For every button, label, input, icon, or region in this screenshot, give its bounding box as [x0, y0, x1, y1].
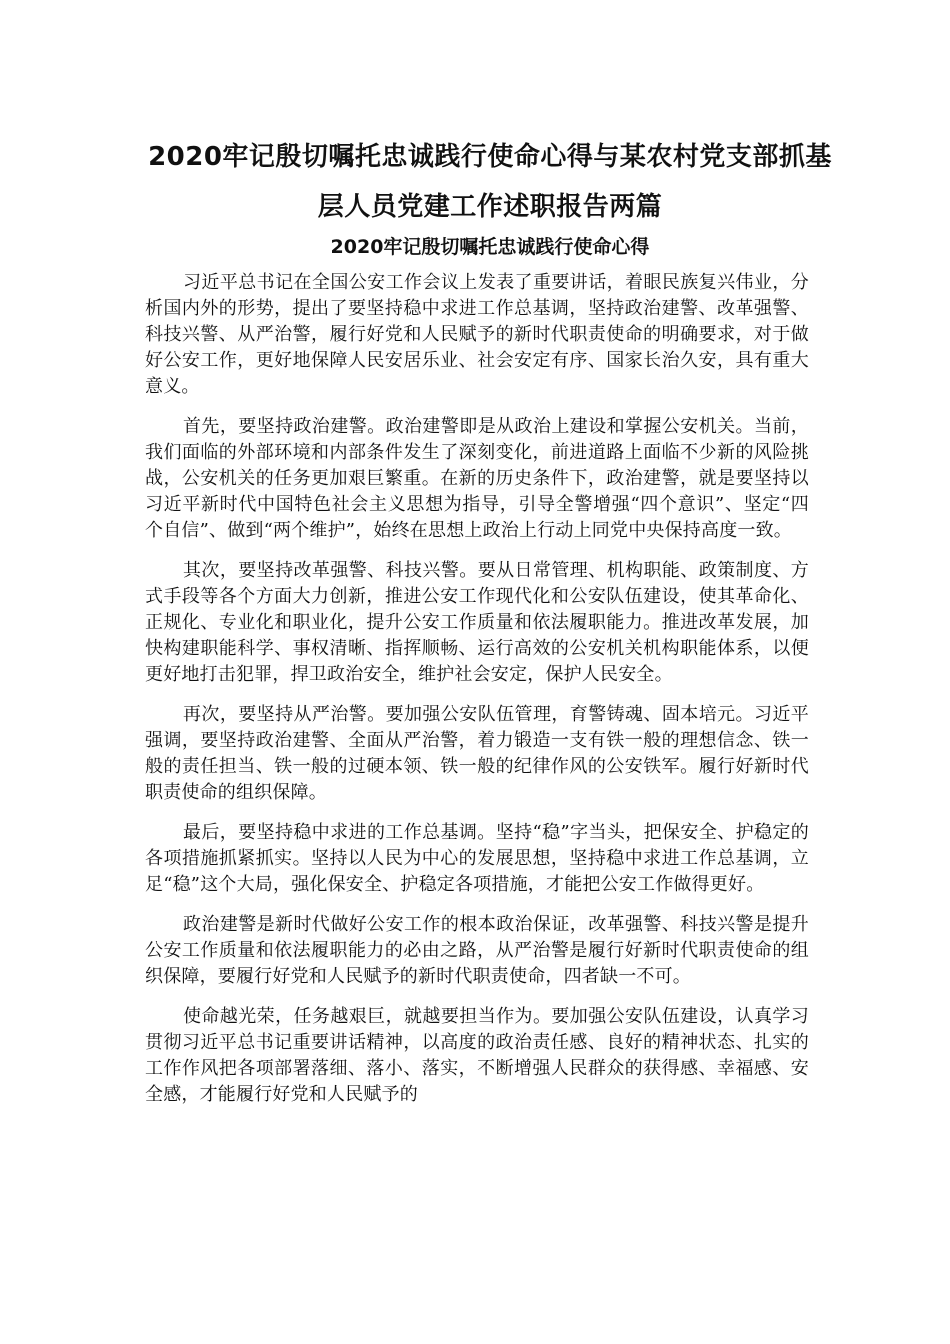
body-paragraph: 首先，要坚持政治建警。政治建警即是从政治上建设和掌握公安机关。当前，我们面临的外部环境和内部条件发生了深刻变化，前进道路上面临不少新的风险挑战，公安机关的任务更加艰巨繁重。在新的历史条件下，政治建警，就是要坚持以习近平新时代中国特色社会主义思想为指导，引导全警增强“四个意识”、坚定“四个自信”、做到“两个维护”，始终在思想上政治上行动上同党中央保持高度一致。	[145, 416, 809, 541]
body-paragraph: 使命越光荣，任务越艰巨，就越要担当作为。要加强公安队伍建设，认真学习贯彻习近平总书记重要讲话精神，以高度的政治责任感、良好的精神状态、扎实的工作作风把各项部署落细、落小、落实，不断增强人民群众的获得感、幸福感、安全感，才能履行好党和人民赋予的	[145, 1006, 809, 1105]
body-paragraph: 再次，要坚持从严治警。要加强公安队伍管理，育警铸魂、固本培元。习近平强调，要坚持政治建警、全面从严治警，着力锻造一支有铁一般的理想信念、铁一般的责任担当、铁一般的过硬本领、铁一般的纪律作风的公安铁军。履行好新时代职责使命的组织保障。	[145, 704, 809, 803]
document-body	[145, 270, 809, 1122]
document-title: 2020牢记殷切嘱托忠诚践行使命心得与某农村党支部抓基层人员党建工作述职报告两篇	[148, 142, 832, 222]
section-title: 2020牢记殷切嘱托忠诚践行使命心得	[330, 236, 650, 258]
body-paragraph: 政治建警是新时代做好公安工作的根本政治保证，改革强警、科技兴警是提升公安工作质量和依法履职能力的必由之路，从严治警是履行好新时代职责使命的组织保障，要履行好党和人民赋予的新时代职责使命，四者缺一不可。	[145, 914, 809, 987]
body-paragraph: 习近平总书记在全国公安工作会议上发表了重要讲话，着眼民族复兴伟业，分析国内外的形势，提出了要坚持稳中求进工作总基调，坚持政治建警、改革强警、科技兴警、从严治警，履行好党和人民赋予的新时代职责使命的明确要求，对于做好公安工作，更好地保障人民安居乐业、社会安定有序、国家长治久安，具有重大意义。	[145, 272, 809, 397]
body-paragraph: 其次，要坚持改革强警、科技兴警。要从日常管理、机构职能、政策制度、方式手段等各个方面大力创新，推进公安工作现代化和公安队伍建设，使其革命化、正规化、专业化和职业化，提升公安工作质量和依法履职能力。推进改革发展，加快构建职能科学、事权清晰、指挥顺畅、运行高效的公安机关机构职能体系，以便更好地打击犯罪，捍卫政治安全，维护社会安定，保护人民安全。	[145, 560, 809, 685]
body-paragraph: 最后，要坚持稳中求进的工作总基调。坚持“稳”字当头，把保安全、护稳定的各项措施抓紧抓实。坚持以人民为中心的发展思想，坚持稳中求进工作总基调，立足“稳”这个大局，强化保安全、护稳定各项措施，才能把公安工作做得更好。	[145, 822, 809, 895]
